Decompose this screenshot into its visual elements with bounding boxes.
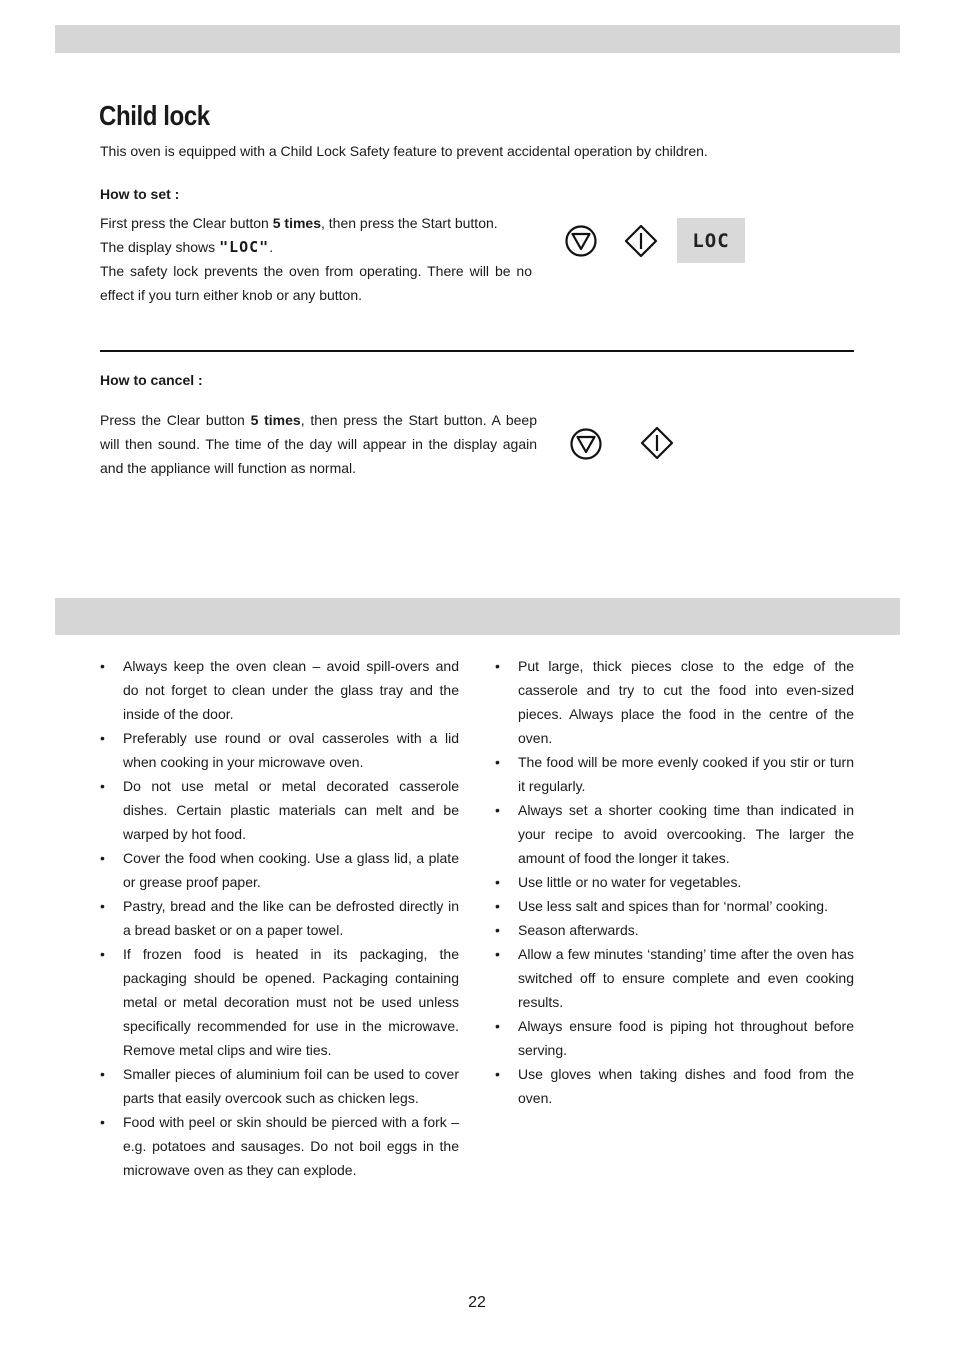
tip-text: If frozen food is heated in its packaging, the packaging should be opened. Packaging containing metal or metal decoration must not be used unless specifically recommended for use in the microwave. Remove metal clips and wire ties.	[123, 946, 459, 1058]
list-item: • If frozen food is heated in its packaging, the packaging should be opened. Packaging containing metal or metal decoration must not be used unless specifically recommended for use in the microwave. Remove metal clips and wire ties.	[100, 946, 459, 1058]
set-line-2	[100, 235, 532, 259]
list-item: • Food with peel or skin should be pierced with a fork – e.g. potatoes and sausages. Do not boil eggs in the microwave oven as they can explode.	[100, 1114, 459, 1178]
tip-text: Put large, thick pieces close to the edge of the casserole and try to cut the food into even-sized pieces. Always place the food in the centre of the oven.	[518, 658, 854, 746]
display-panel	[677, 218, 745, 263]
how-to-set-text	[100, 211, 532, 307]
list-item: • Always set a shorter cooking time than indicated in your recipe to avoid overcooking. The larger the amount of food the longer it takes.	[495, 802, 854, 866]
how-to-cancel-text	[100, 408, 537, 480]
section-divider	[100, 350, 854, 352]
tip-text: Do not use metal or metal decorated casserole dishes. Certain plastic materials can melt and be warped by hot food.	[123, 778, 459, 842]
set-line-1-bold: 5 times	[272, 215, 321, 231]
header-band-top	[55, 25, 900, 53]
list-item: • The food will be more evenly cooked if you stir or turn it regularly.	[495, 754, 854, 794]
intro-text: This oven is equipped with a Child Lock Safety feature to prevent accidental operation by children.	[100, 143, 708, 159]
list-item: • Cover the food when cooking. Use a glass lid, a plate or grease proof paper.	[100, 850, 459, 890]
tips-list-right	[495, 654, 854, 1110]
tip-text: Allow a few minutes ‘standing’ time after the oven has switched off to ensure complete and even cooking results.	[518, 946, 854, 1010]
set-line-1-pre: First press the Clear button	[100, 215, 273, 231]
list-item: • Pastry, bread and the like can be defrosted directly in a bread basket or on a paper towel.	[100, 898, 459, 938]
set-line-2-pre: The display shows	[100, 239, 220, 255]
tip-text: Smaller pieces of aluminium foil can be used to cover parts that easily overcook such as chicken legs.	[123, 1066, 459, 1106]
page-number: 22	[468, 1294, 486, 1311]
page-title: Child lock	[99, 100, 210, 131]
set-line-2-post: .	[269, 239, 274, 255]
tip-text: Always ensure food is piping hot throughout before serving.	[518, 1018, 854, 1058]
tip-text: Always keep the oven clean – avoid spill-overs and do not forget to clean under the glass tray and the inside of the door.	[123, 658, 459, 722]
start-button-icon	[624, 224, 658, 258]
tip-text: Season afterwards.	[518, 922, 639, 938]
tips-list-left	[100, 654, 459, 1182]
list-item: • Allow a few minutes ‘standing’ time after the oven has switched off to ensure complete and even cooking results.	[495, 946, 854, 1010]
set-loc-code: "LOC"	[219, 238, 270, 256]
how-to-set-heading: How to set :	[100, 186, 180, 202]
list-item: • Use little or no water for vegetables.	[495, 874, 742, 890]
tip-text: Always set a shorter cooking time than indicated in your recipe to avoid overcooking. The larger the amount of food the longer it takes.	[518, 802, 854, 866]
tip-text: Pastry, bread and the like can be defrosted directly in a bread basket or on a paper towel.	[123, 898, 459, 938]
clear-button-icon	[564, 224, 598, 258]
tip-text: Cover the food when cooking. Use a glass lid, a plate or grease proof paper.	[123, 850, 459, 890]
start-button-icon	[640, 426, 674, 460]
list-item: • Do not use metal or metal decorated casserole dishes. Certain plastic materials can melt and be warped by hot food.	[100, 778, 459, 842]
list-item: • Use less salt and spices than for ‘normal’ cooking.	[495, 898, 828, 914]
tip-text: Preferably use round or oval casseroles with a lid when cooking in your microwave oven.	[123, 730, 459, 770]
set-line-1-post: , then press the Start button.	[321, 215, 498, 231]
list-item: • Always ensure food is piping hot throughout before serving.	[495, 1018, 854, 1058]
list-item: • Use gloves when taking dishes and food from the oven.	[495, 1066, 854, 1106]
set-line-3: The safety lock prevents the oven from operating. There will be no effect if you turn either knob or any button.	[100, 263, 532, 303]
cancel-post: , then press the Start button. A beep will then sound. The time of the day will appear in the display again and the appliance will function as normal.	[100, 412, 537, 476]
cancel-bold: 5 times	[250, 412, 301, 428]
tip-text: Food with peel or skin should be pierced with a fork – e.g. potatoes and sausages. Do not boil eggs in the microwave oven as they can explode.	[123, 1114, 459, 1178]
list-item: • Preferably use round or oval casseroles with a lid when cooking in your microwave oven.	[100, 730, 459, 770]
list-item: • Always keep the oven clean – avoid spill-overs and do not forget to clean under the glass tray and the inside of the door.	[100, 658, 459, 722]
cancel-pre: Press the Clear button	[100, 412, 251, 428]
cancel-paragraph	[100, 408, 537, 480]
header-band-tips	[55, 598, 900, 635]
set-line-1	[100, 211, 532, 235]
how-to-cancel-heading: How to cancel :	[100, 372, 203, 388]
clear-button-icon	[569, 427, 603, 461]
list-item: • Smaller pieces of aluminium foil can be used to cover parts that easily overcook such as chicken legs.	[100, 1066, 459, 1106]
tip-text: Use little or no water for vegetables.	[518, 874, 742, 890]
tip-text: Use gloves when taking dishes and food from the oven.	[518, 1066, 854, 1106]
display-loc-text: LOC	[692, 229, 730, 252]
tip-text: Use less salt and spices than for ‘normal’ cooking.	[518, 898, 828, 914]
tip-text: The food will be more evenly cooked if you stir or turn it regularly.	[518, 754, 854, 794]
list-item: • Season afterwards.	[495, 922, 639, 938]
list-item: • Put large, thick pieces close to the edge of the casserole and try to cut the food into even-sized pieces. Always place the food in the centre of the oven.	[495, 658, 854, 746]
